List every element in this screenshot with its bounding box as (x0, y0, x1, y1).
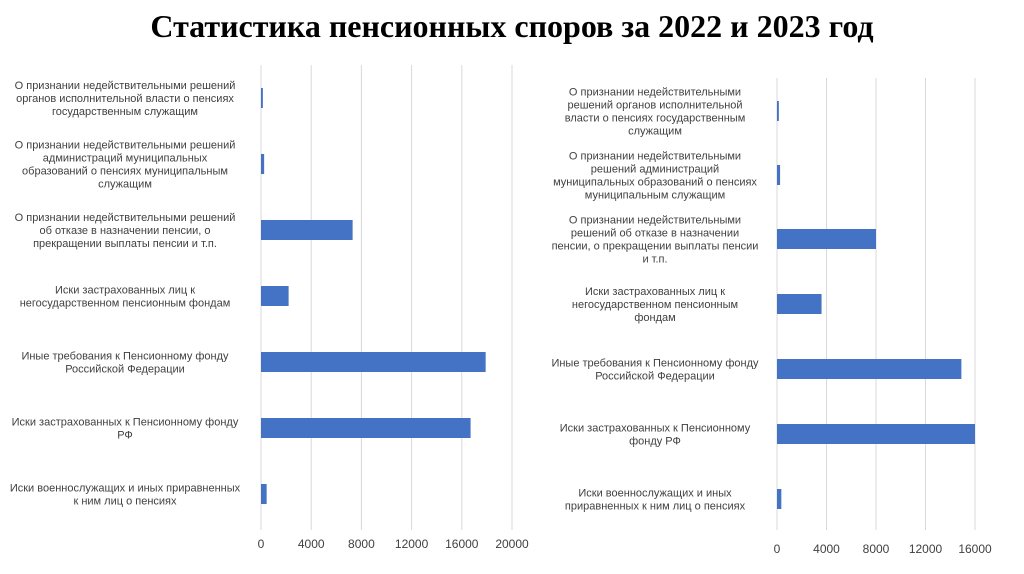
category-label-line: О признании недействительными (568, 150, 742, 163)
category-label (20, 285, 231, 310)
category-label (12, 417, 239, 442)
bar-2023-3 (777, 294, 822, 314)
category-label-line: решений администраций (590, 163, 720, 176)
bar-2022-5 (261, 418, 471, 438)
page-title: Статистика пенсионных споров за 2022 и 2023 год (150, 8, 874, 44)
x-tick-label: 12000 (394, 537, 429, 551)
category-label (560, 423, 751, 448)
category-label-line: О признании недействительными решений (14, 80, 236, 92)
category-label-line: решений об отказе в назначении (570, 227, 740, 240)
category-label-line: Российской Федерации (65, 363, 185, 376)
bar-2023-5 (777, 424, 975, 444)
chart-2023 (551, 78, 992, 556)
category-label-line: государственным служащим (51, 106, 199, 118)
category-label-line: об отказе в назначении пенсии, о (39, 225, 211, 237)
category-label-line: органов исполнительной власти о пенсиях (16, 93, 234, 105)
category-label (552, 215, 759, 266)
category-label-line: Иски застрахованных к Пенсионному фонду (11, 416, 239, 429)
category-label-line: муниципальных образований о пенсиях (553, 176, 757, 189)
x-tick-label: 16000 (445, 537, 479, 551)
x-tick-label: 16000 (958, 542, 992, 556)
bar-2022-4 (261, 352, 486, 372)
bar-2023-0 (777, 101, 779, 121)
x-tick-label: 8000 (348, 537, 375, 551)
bar-2022-1 (261, 154, 264, 174)
x-tick-label: 8000 (862, 542, 890, 556)
category-label-line: Иски застрахованных к Пенсионному (559, 422, 751, 435)
category-label (553, 151, 757, 202)
category-label-line: пенсии, о прекращении выплаты пенсии (551, 240, 759, 253)
category-label (10, 483, 241, 508)
x-tick-label: 0 (773, 542, 781, 556)
x-tick-label: 12000 (908, 542, 943, 556)
category-label-line: Иски военнослужащих и иных приравненных (9, 482, 241, 495)
x-tick-label: 0 (257, 537, 265, 551)
category-label-line: к ним лиц о пенсиях (73, 495, 177, 508)
category-label-line: О признании недействительными (568, 86, 742, 99)
category-label (565, 488, 746, 513)
bar-2023-6 (777, 489, 781, 509)
category-label-line: Иные требования к Пенсионному фонду (551, 357, 759, 370)
category-label (15, 80, 236, 118)
category-label-line: Иски застрахованных лиц к (584, 286, 726, 298)
category-label (551, 358, 759, 383)
category-label-line: Иные требования к Пенсионному фонду (21, 350, 229, 363)
category-label-line: служащим (98, 178, 152, 191)
category-label-line: Иски застрахованных лиц к (54, 284, 196, 297)
category-label-line: негосударственном пенсионным фондам (19, 297, 231, 310)
category-label-line: негосударственном пенсионным (571, 299, 739, 311)
category-label-line: муниципальным служащим (584, 189, 726, 202)
category-label-line: РФ (117, 429, 133, 442)
category-label (21, 351, 229, 376)
category-label-line: власти о пенсиях государственным (564, 112, 746, 125)
category-label-line: Иски военнослужащих и иных (578, 487, 732, 500)
category-label-line: прекращении выплаты пенсии и т.п. (33, 238, 217, 250)
category-label-line: О признании недействительными (568, 214, 742, 227)
bar-2023-1 (777, 165, 780, 185)
category-label-line: Российской Федерации (595, 370, 715, 383)
category-label-line: О признании недействительными решений (14, 212, 236, 224)
category-label-line: фондам (634, 312, 676, 324)
bar-2022-6 (261, 484, 267, 504)
category-label-line: образований о пенсиях муниципальным (22, 165, 228, 178)
bar-2023-4 (777, 359, 961, 379)
category-label-line: решений органов исполнительной (567, 99, 743, 112)
bar-2022-2 (261, 220, 353, 240)
bar-2023-2 (777, 229, 876, 249)
bar-2022-0 (261, 88, 263, 108)
category-label (572, 286, 738, 324)
chart-2022 (10, 65, 529, 551)
category-label-line: служащим (628, 125, 682, 138)
category-label-line: О признании недействительными решений (14, 139, 236, 152)
category-label-line: администраций муниципальных (42, 152, 208, 165)
x-tick-label: 4000 (813, 542, 840, 556)
category-label-line: фонду РФ (629, 435, 681, 448)
x-tick-label: 4000 (297, 537, 325, 551)
category-label (15, 212, 236, 250)
x-tick-label: 20000 (495, 537, 529, 551)
category-label-line: и т.п. (642, 253, 668, 266)
category-label-line: приравненных к ним лиц о пенсиях (564, 500, 746, 513)
category-label (15, 140, 236, 191)
bar-2022-3 (261, 286, 289, 306)
category-label (565, 87, 746, 138)
